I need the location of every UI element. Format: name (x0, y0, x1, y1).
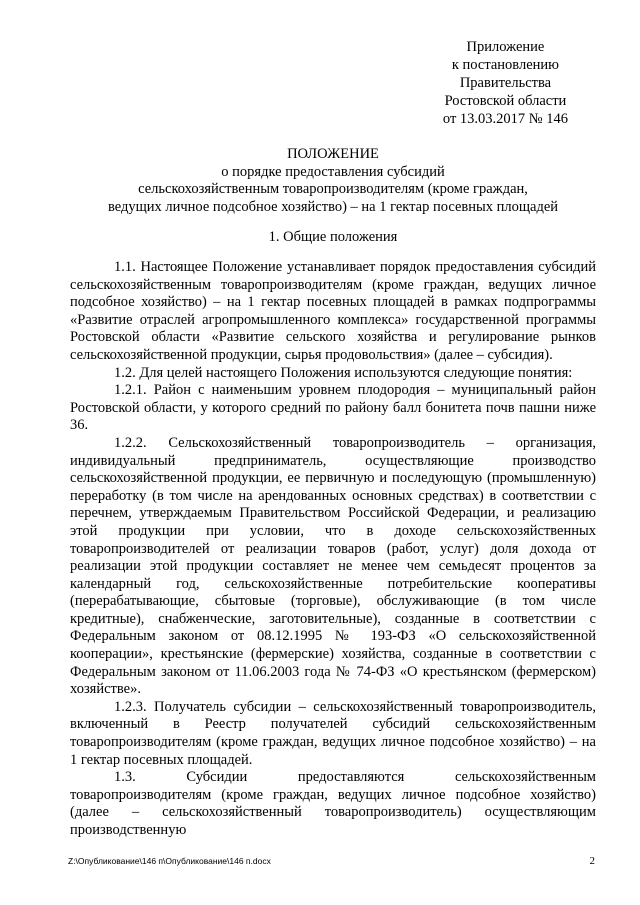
paragraph-1-2-3: 1.2.3. Получатель субсидии – сельскохозяйственный товаропроизводитель, включенный в Реестр получателей субсидий сельскохозяйственным товаропроизводителям (кроме граждан, ведущих личное подсобное хозяйство) – на 1 гектар посевных площадей. (70, 698, 596, 768)
appendix-line: Приложение (466, 39, 545, 55)
section-title: 1. Общие положения (268, 229, 398, 245)
paragraph-1-1: 1.1. Настоящее Положение устанавливает порядок предоставления субсидий сельскохозяйственным товаропроизводителям (кроме граждан, ведущих личное подсобное хозяйство) – на 1 гектар посевных площадей в рамках подпрограммы «Развитие отраслей агропромышленного комплекса» государственной программы Ростовской области «Развитие сельского хозяйства и регулирование рынков сельскохозяйственной продукции, сырья продовольствия» (далее – субсидия). (70, 259, 596, 363)
paragraph-1-2: 1.2. Для целей настоящего Положения используются следующие понятия: (114, 364, 573, 381)
appendix-block (443, 38, 568, 128)
paragraph-1-3: 1.3. Субсидии предоставляются сельскохозяйственным товаропроизводителям (кроме граждан, ведущих личное подсобное хозяйство) (далее – сельскохозяйственный товаропроизводитель) осуществляющим производственную (70, 769, 596, 838)
title-subtitle-line: сельскохозяйственным товаропроизводителям (кроме граждан, (138, 181, 528, 197)
appendix-line: от 13.03.2017 № 146 (442, 111, 568, 127)
paragraph-1-2-2: 1.2.2. Сельскохозяйственный товаропроизводитель – организация, индивидуальный предприниматель, осуществляющие производство сельскохозяйственной продукции, ее первичную и последующую (промышленную) переработку (в том числе на арендованных основных средствах) в соответствии с перечнем, утверждаемым Правительством Российской Федерации, и реализацию этой продукции при условии, что в доходе сельскохозяйственных товаропроизводителей от реализации товаров (работ, услуг) доля дохода от реализации этой продукции составляет не менее чем семьдесят процентов за календарный год, сельскохозяйственные потребительские кооперативы (перерабатывающие, сбытовые (торговые), обслуживающие (в том числе кредитные), снабженческие, заготовительные), созданные в соответствии с Федеральным законом от 08.12.1995 № 193-ФЗ «О сельскохозяйственной кооперации», крестьянские (фермерские) хозяйства, созданные в соответствии с Федеральным законом от 11.06.2003 года № 74-ФЗ «О крестьянском (фермерском) хозяйстве». (70, 434, 596, 698)
appendix-line: Правительства (459, 75, 552, 91)
paragraph-1-2-1: 1.2.1. Район с наименьшим уровнем плодородия – муниципальный район Ростовской области, у которого средний по району балл бонитета почв пашни ниже 36. (70, 382, 596, 434)
title-subtitle-line: ведущих личное подсобное хозяйство) – на 1 гектар посевных площадей (107, 198, 559, 215)
page-number: 2 (589, 855, 595, 867)
appendix-line: к постановлению (451, 57, 559, 73)
document-title (70, 146, 596, 216)
title-heading: ПОЛОЖЕНИЕ (287, 146, 379, 162)
document-body (70, 259, 596, 840)
appendix-line: Ростовской области (444, 93, 567, 109)
footer-file-path: Z:\Опубликование\146 п\Опубликование\146 п.docx (68, 856, 271, 866)
title-subtitle-line: о порядке предоставления субсидий (221, 163, 445, 180)
